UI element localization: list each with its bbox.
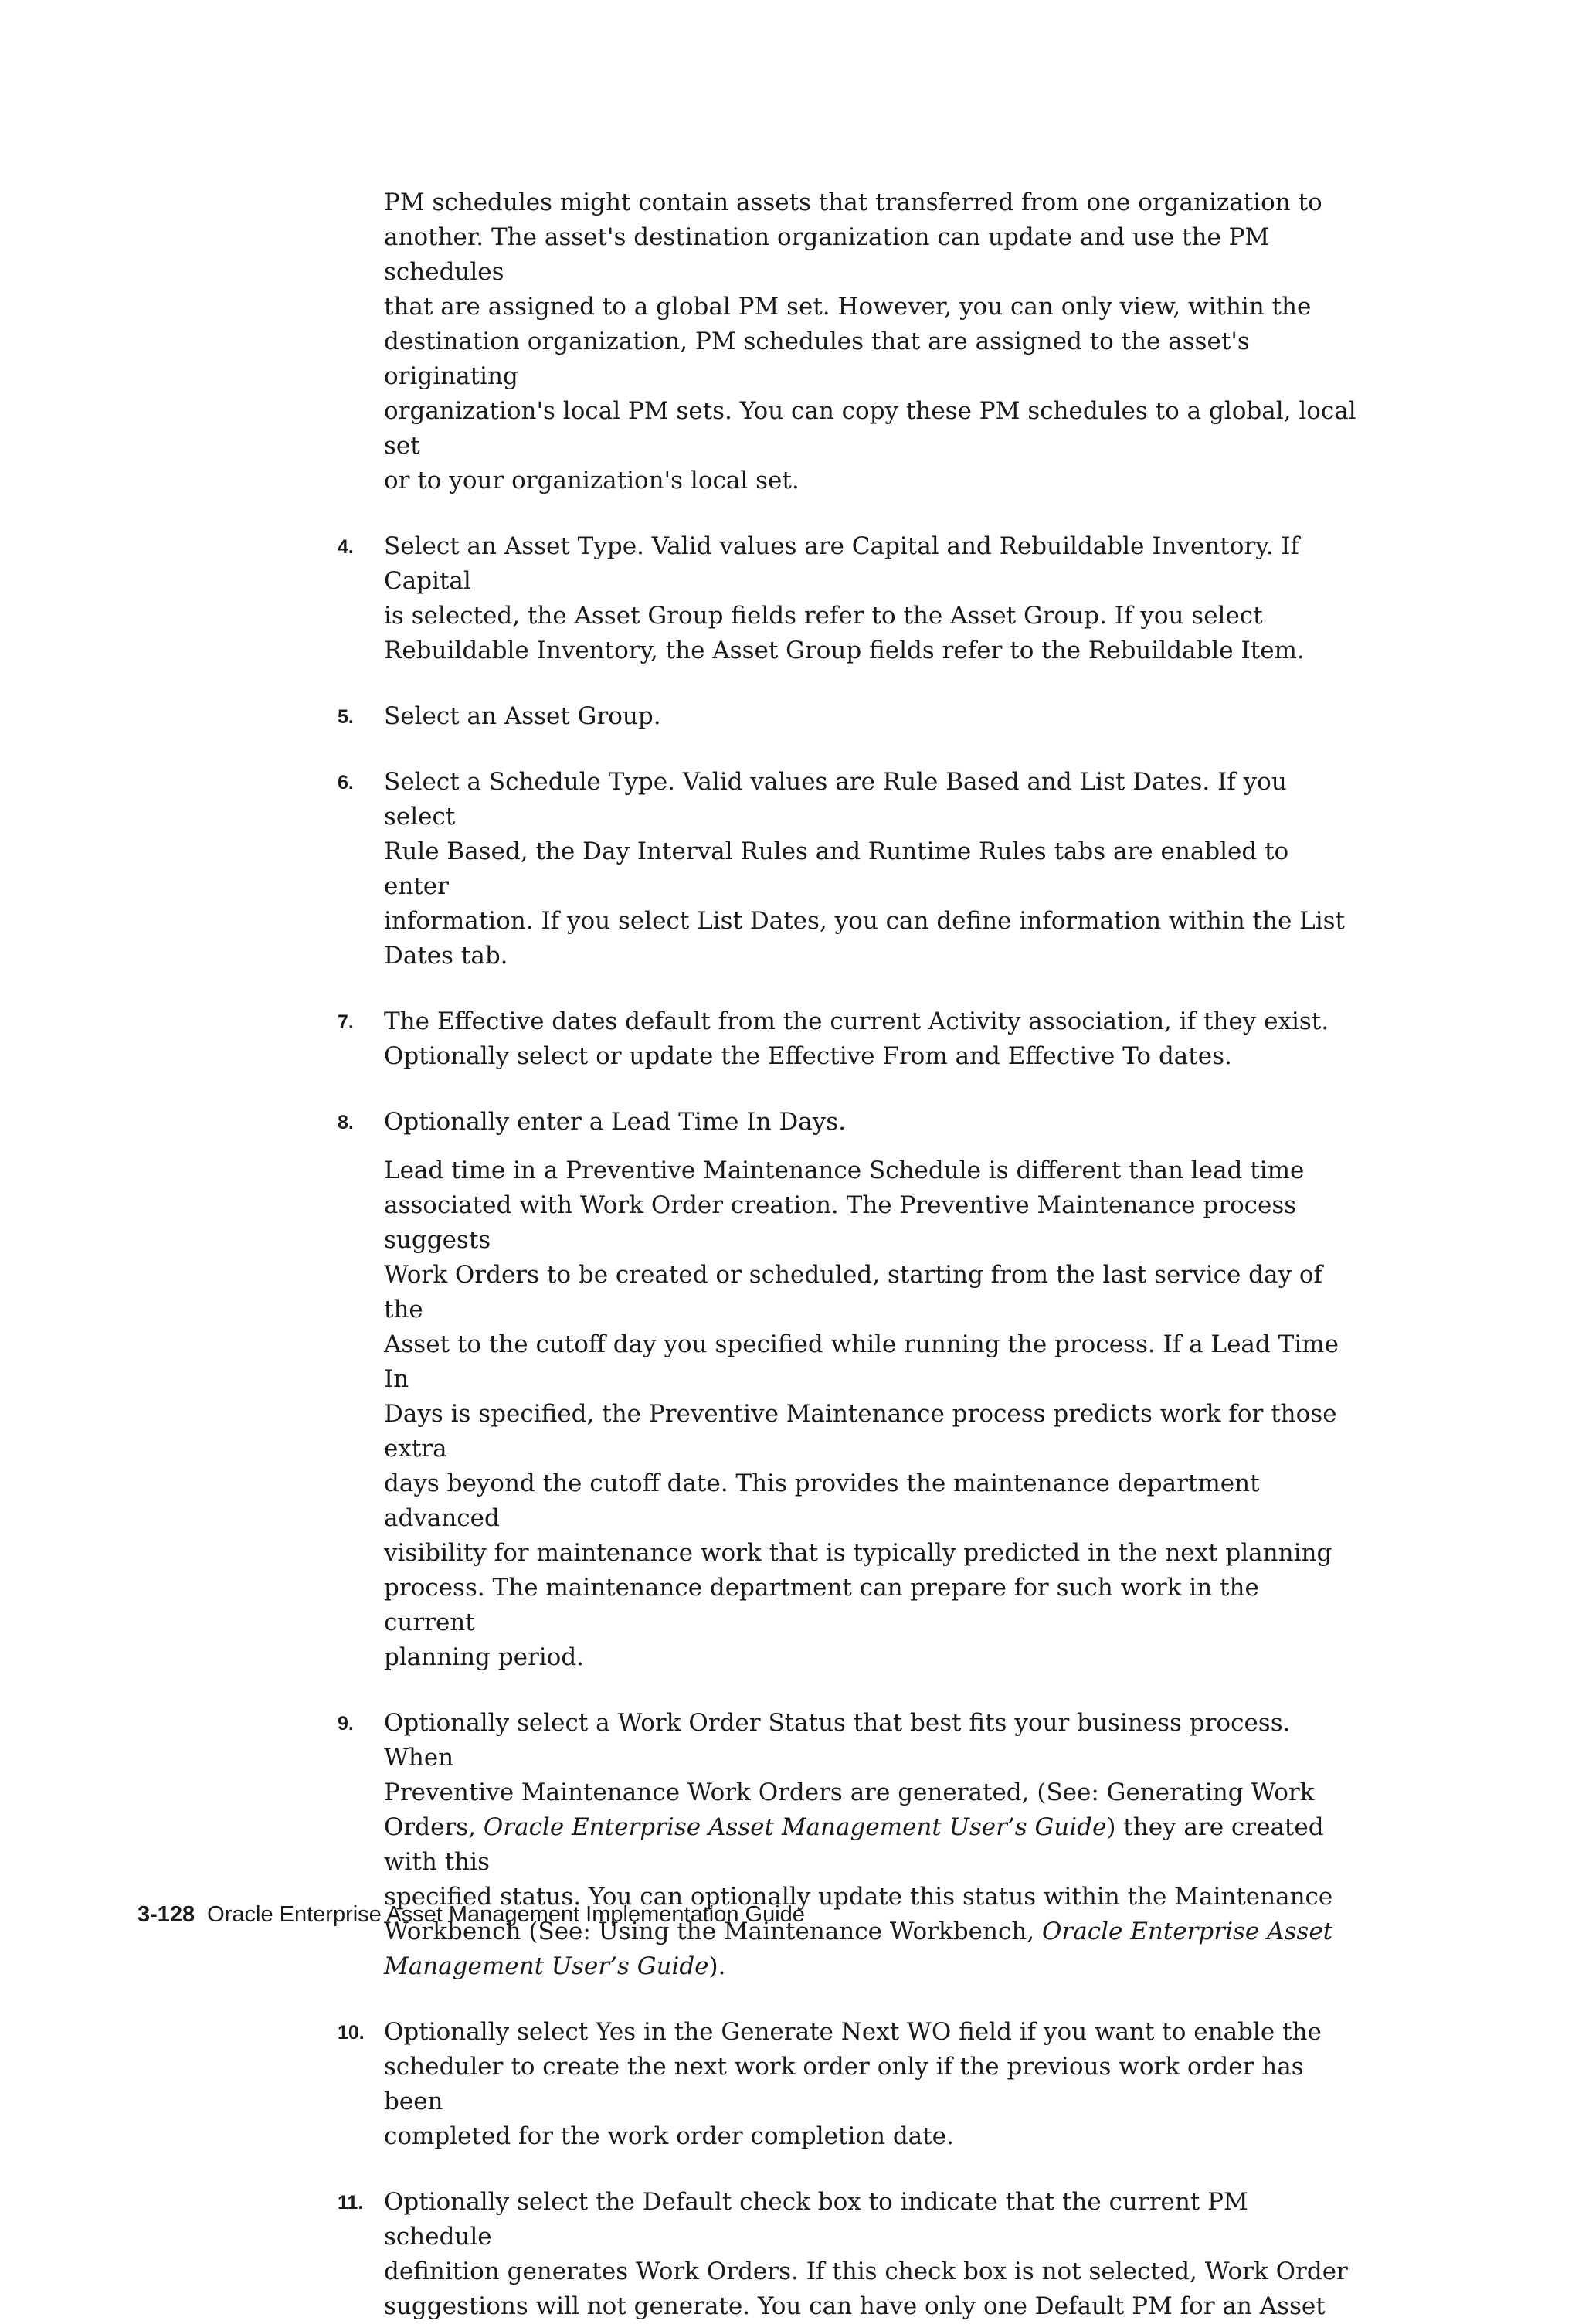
- step-number: 4.: [338, 536, 354, 558]
- footer-guide-title: Oracle Enterprise Asset Management Implementation Guide: [207, 1902, 805, 1927]
- step-text: Select a Schedule Type. Valid values are Rule Based and List Dates. If you select Rule Based, the Day Interval Rules and Runtime Rules tabs are enabled to enter information. If you select List Dates, you can define information within the List Dates tab.: [384, 768, 1346, 970]
- step-9: [338, 1706, 1357, 1984]
- step-4: [338, 529, 1357, 668]
- step-8: [338, 1105, 1357, 1675]
- step-6: [338, 765, 1357, 973]
- step-number: 11.: [338, 2192, 364, 2214]
- step-11: [338, 2185, 1357, 2324]
- guide-title-reference: Oracle Enterprise Asset Management User’s Guide: [483, 1813, 1107, 1841]
- page-footer: [137, 1901, 805, 1928]
- footer-page-number: 3-128: [137, 1902, 195, 1927]
- lead-time-explanation: Lead time in a Preventive Maintenance Schedule is different than lead time associated with Work Order creation. The Preventive Maintenance process suggests Work Orders to be created or scheduled, starting from the last service day of the Asset to the cutoff day you specified while running the process. If a Lead Time In Days is specified, the Preventive Maintenance process predicts work for those extra days beyond the cutoff date. This provides the maintenance department advanced visibility for maintenance work that is typically predicted in the next planning process. The maintenance department can prepare for such work in the current planning period.: [384, 1157, 1339, 1671]
- step-text-part: ).: [708, 1952, 726, 1980]
- step-text: Select an Asset Group.: [384, 702, 661, 730]
- step-number: 9.: [338, 1713, 354, 1735]
- step-text: Optionally enter a Lead Time In Days.: [384, 1108, 847, 1136]
- step-number: 8.: [338, 1112, 354, 1133]
- step-number: 6.: [338, 772, 354, 793]
- step-number: 10.: [338, 2022, 365, 2044]
- step-text: The Effective dates default from the current Activity association, if they exist. Optionally select or update the Effective From and Effective To dates.: [384, 1007, 1329, 1070]
- step-5: [338, 699, 1357, 734]
- step-number: 7.: [338, 1011, 354, 1033]
- step-text: Optionally select the Default check box to indicate that the current PM schedule definition generates Work Orders. If this check box is not selected, Work Order suggestions will not generate. You can have only one Default PM for an Asset: [384, 2188, 1348, 2320]
- page-body: [338, 185, 1357, 2324]
- step-text: [384, 1706, 1357, 1984]
- step-text-part: ) they are created with this specified status. You can optionally update this status within the Maintenance Workbench (See: Using the Maintenance Workbench,: [384, 1813, 1333, 1945]
- guide-title-reference: Oracle Enterprise Asset Management User’s Guide: [384, 1918, 1333, 1980]
- step-text-part: Optionally select a Work Order Status that best fits your business process. When Preventive Maintenance Work Orders are generated, (See: Generating Work Orders,: [384, 1709, 1315, 1841]
- step-text: Select an Asset Type. Valid values are Capital and Rebuildable Inventory. If Capital is selected, the Asset Group fields refer to the Asset Group. If you select Rebuildable Inventory, the Asset Group fields refer to the Rebuildable Item.: [384, 532, 1305, 664]
- step-10: [338, 2015, 1357, 2154]
- step-7: [338, 1004, 1357, 1074]
- step-number: 5.: [338, 706, 354, 728]
- step-text: Optionally select Yes in the Generate Next WO field if you want to enable the scheduler to create the next work order only if the previous work order has been completed for the work order completion date.: [384, 2018, 1322, 2150]
- intro-paragraph: PM schedules might contain assets that transferred from one organization to another. The asset's destination organization can update and use the PM schedules that are assigned to a global PM set. However, you can only view, within the destination organization, PM schedules that are assigned to the asset's originating organization's local PM sets. You can copy these PM schedules to a global, local set or to your organization's local set.: [384, 189, 1356, 494]
